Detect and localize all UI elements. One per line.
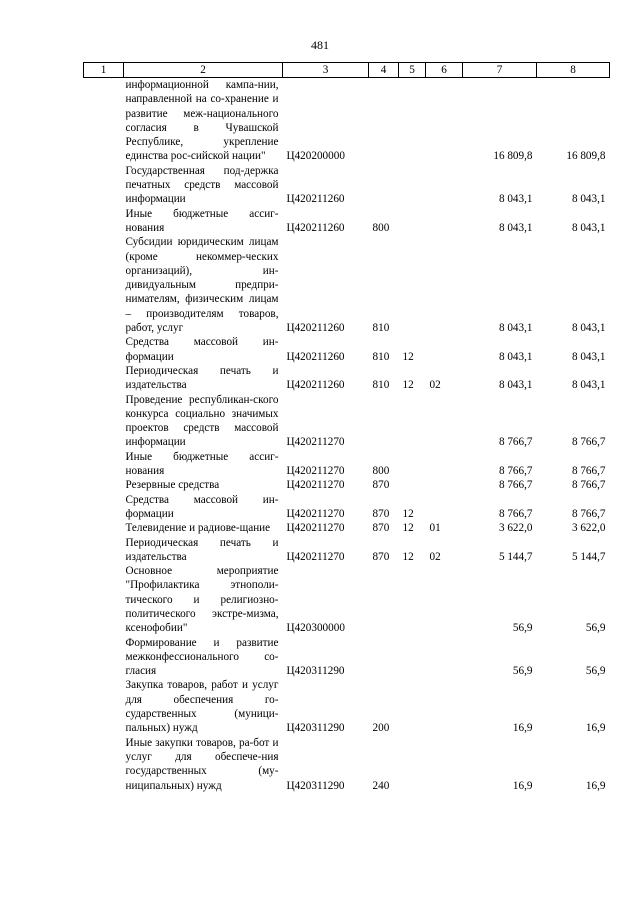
- row-code-cell: Ц420211270: [286, 436, 345, 449]
- row-amount-2-cell: 16,9: [585, 722, 606, 735]
- row-name-cell: Периодическая печать и издательства: [125, 536, 279, 563]
- row-amount-1-cell: 8 766,7: [498, 465, 533, 478]
- table-row: [84, 636, 610, 679]
- row-name-cell: Иные бюджетные ассиг-нования: [125, 207, 279, 234]
- row-name-cell: Резервные средства: [125, 479, 220, 492]
- header-col-6: 6: [426, 63, 463, 78]
- row-amount-2-cell: 8 043,1: [571, 322, 606, 335]
- row-section-cell: 12: [402, 507, 414, 520]
- row-amount-2-cell: 56,9: [585, 622, 606, 635]
- table-row: [84, 521, 610, 535]
- row-code-cell: Ц420211270: [286, 522, 345, 535]
- row-amount-2-cell: 8 043,1: [571, 221, 606, 234]
- row-name-cell: Средства массовой ин-формации: [125, 336, 279, 363]
- row-name-cell: Субсидии юридическим лицам (кроме некоммер-ческих организаций), ин-дивидуальным предпри-нимателям, физическим лицам – производителям товаров, работ, услуг: [125, 236, 279, 335]
- row-section-cell: [399, 736, 426, 793]
- row-name-cell: Средства массовой ин-формации: [125, 493, 279, 520]
- row-section-cell: [399, 564, 426, 635]
- row-number-cell: [84, 78, 124, 164]
- row-name-cell: Формирование и развитие межконфессионального со-гласия: [125, 636, 279, 678]
- row-name-cell: Телевидение и радиове-щание: [125, 522, 271, 535]
- row-amount-2-cell: 8 043,1: [571, 193, 606, 206]
- row-code-cell: Ц420200000: [286, 150, 345, 163]
- row-amount-2-cell: 8 766,7: [571, 479, 606, 492]
- row-expense-type-cell: [369, 636, 399, 679]
- row-name-cell: Иные бюджетные ассиг-нования: [125, 450, 279, 478]
- row-name-cell: Государственная под-держка печатных средств массовой информации: [125, 164, 279, 206]
- row-section-cell: 12: [402, 379, 414, 392]
- row-number-cell: [84, 493, 124, 522]
- row-expense-type-cell: 800: [372, 221, 390, 234]
- row-amount-2-cell: 8 766,7: [571, 436, 606, 449]
- header-row: [84, 63, 610, 78]
- row-subsection-cell: [426, 678, 463, 735]
- row-subsection-cell: [426, 78, 463, 164]
- table-row: [84, 364, 610, 393]
- row-name-cell: информационной кампа-нии, направленной на со-хранение и развитие меж-национального согласия в Чувашской Республике, укрепление единства рос-сийской нации": [125, 79, 279, 163]
- row-code-cell: Ц420211260: [286, 322, 345, 335]
- row-expense-type-cell: 870: [372, 479, 390, 492]
- row-amount-1-cell: 56,9: [512, 622, 533, 635]
- row-code-cell: Ц420211260: [286, 221, 345, 234]
- row-subsection-cell: [426, 478, 463, 492]
- row-expense-type-cell: [369, 564, 399, 635]
- header-col-7: 7: [463, 63, 537, 78]
- table-row: [84, 564, 610, 635]
- table-row: [84, 235, 610, 335]
- table-row: [84, 736, 610, 793]
- row-amount-1-cell: 8 043,1: [498, 350, 533, 363]
- row-amount-2-cell: 8 766,7: [571, 465, 606, 478]
- row-subsection-cell: [426, 207, 463, 236]
- row-subsection-cell: [426, 564, 463, 635]
- row-amount-1-cell: 8 043,1: [498, 322, 533, 335]
- table-row: [84, 207, 610, 236]
- table-row: [84, 678, 610, 735]
- row-subsection-cell: 02: [429, 550, 441, 563]
- row-code-cell: Ц420211260: [286, 193, 345, 206]
- row-name-cell: Периодическая печать и издательства: [125, 364, 279, 392]
- row-name-cell: Основное мероприятие "Профилактика этнополи-тического и религиозно-политического экстре-мизма, ксенофобии": [125, 565, 279, 635]
- row-code-cell: Ц420311290: [286, 722, 345, 735]
- row-name-cell: Иные закупки товаров, ра-бот и услуг для обеспече-ния государственных (му-ниципальных) нужд: [125, 736, 279, 792]
- row-code-cell: Ц420211270: [286, 550, 345, 563]
- row-section-cell: [399, 678, 426, 735]
- row-amount-1-cell: 3 622,0: [498, 522, 533, 535]
- row-number-cell: [84, 207, 124, 236]
- row-subsection-cell: [426, 164, 463, 207]
- header-col-4: 4: [369, 63, 399, 78]
- row-subsection-cell: [426, 335, 463, 364]
- row-amount-2-cell: 8 043,1: [571, 379, 606, 392]
- row-number-cell: [84, 478, 124, 492]
- header-col-1: 1: [84, 63, 124, 78]
- budget-table: [83, 62, 610, 793]
- row-amount-1-cell: 56,9: [512, 665, 533, 678]
- row-section-cell: [399, 78, 426, 164]
- row-amount-2-cell: 3 622,0: [571, 522, 606, 535]
- row-amount-1-cell: 5 144,7: [498, 550, 533, 563]
- row-expense-type-cell: 870: [372, 550, 390, 563]
- table-row: [84, 164, 610, 207]
- table-row: [84, 450, 610, 479]
- header-col-8: 8: [537, 63, 610, 78]
- row-number-cell: [84, 393, 124, 450]
- row-number-cell: [84, 521, 124, 535]
- row-section-cell: [399, 450, 426, 479]
- row-section-cell: [399, 636, 426, 679]
- row-amount-1-cell: 8 043,1: [498, 221, 533, 234]
- row-section-cell: [399, 478, 426, 492]
- row-code-cell: Ц420211270: [286, 507, 345, 520]
- row-subsection-cell: [426, 493, 463, 522]
- row-name-cell: Проведение республикан-ского конкурса социально значимых проектов средств массовой информации: [125, 393, 279, 449]
- row-expense-type-cell: [369, 78, 399, 164]
- row-expense-type-cell: [369, 393, 399, 450]
- row-number-cell: [84, 636, 124, 679]
- row-number-cell: [84, 164, 124, 207]
- table-row: [84, 478, 610, 492]
- row-amount-1-cell: 16,9: [512, 779, 533, 792]
- row-section-cell: [399, 393, 426, 450]
- row-amount-2-cell: 16,9: [585, 779, 606, 792]
- row-number-cell: [84, 450, 124, 479]
- row-amount-1-cell: 16,9: [512, 722, 533, 735]
- row-subsection-cell: [426, 235, 463, 335]
- table-header: [84, 63, 610, 78]
- row-name-cell: Закупка товаров, работ и услуг для обеспечения го-сударственных (муници-пальных) нужд: [125, 679, 279, 735]
- row-amount-1-cell: 8 766,7: [498, 479, 533, 492]
- row-expense-type-cell: 810: [372, 379, 390, 392]
- table-row: [84, 393, 610, 450]
- table-row: [84, 493, 610, 522]
- row-amount-2-cell: 56,9: [585, 665, 606, 678]
- row-code-cell: Ц420311290: [286, 665, 345, 678]
- row-expense-type-cell: [369, 164, 399, 207]
- row-expense-type-cell: 200: [372, 722, 390, 735]
- row-expense-type-cell: 800: [372, 465, 390, 478]
- row-section-cell: 12: [402, 350, 414, 363]
- row-amount-2-cell: 5 144,7: [571, 550, 606, 563]
- row-subsection-cell: 01: [429, 522, 441, 535]
- row-amount-2-cell: 8 766,7: [571, 507, 606, 520]
- row-subsection-cell: [426, 736, 463, 793]
- row-amount-1-cell: 8 766,7: [498, 507, 533, 520]
- row-amount-2-cell: 8 043,1: [571, 350, 606, 363]
- row-amount-1-cell: 16 809,8: [493, 150, 533, 163]
- row-expense-type-cell: 240: [372, 779, 390, 792]
- table-row: [84, 335, 610, 364]
- row-number-cell: [84, 736, 124, 793]
- row-number-cell: [84, 335, 124, 364]
- row-subsection-cell: [426, 393, 463, 450]
- row-number-cell: [84, 678, 124, 735]
- row-section-cell: [399, 164, 426, 207]
- row-code-cell: Ц420311290: [286, 779, 345, 792]
- table-body: [84, 78, 610, 793]
- row-expense-type-cell: 810: [372, 350, 390, 363]
- row-amount-2-cell: 16 809,8: [566, 150, 606, 163]
- row-number-cell: [84, 564, 124, 635]
- row-subsection-cell: [426, 450, 463, 479]
- row-code-cell: Ц420211270: [286, 465, 345, 478]
- row-subsection-cell: 02: [429, 379, 441, 392]
- row-section-cell: 12: [402, 550, 414, 563]
- row-amount-1-cell: 8 043,1: [498, 379, 533, 392]
- table-row: [84, 78, 610, 164]
- header-col-5: 5: [399, 63, 426, 78]
- row-amount-1-cell: 8 043,1: [498, 193, 533, 206]
- header-col-2: 2: [124, 63, 283, 78]
- header-col-3: 3: [283, 63, 369, 78]
- row-number-cell: [84, 235, 124, 335]
- row-number-cell: [84, 536, 124, 565]
- row-section-cell: [399, 235, 426, 335]
- table-row: [84, 536, 610, 565]
- page-number: 481: [311, 38, 329, 52]
- row-code-cell: Ц420211260: [286, 350, 345, 363]
- row-code-cell: Ц420211270: [286, 479, 345, 492]
- row-section-cell: [399, 207, 426, 236]
- row-code-cell: Ц420211260: [286, 379, 345, 392]
- row-code-cell: Ц420300000: [286, 622, 345, 635]
- row-number-cell: [84, 364, 124, 393]
- row-subsection-cell: [426, 636, 463, 679]
- row-expense-type-cell: 870: [372, 522, 390, 535]
- row-expense-type-cell: 810: [372, 322, 390, 335]
- row-section-cell: 12: [402, 522, 414, 535]
- row-expense-type-cell: 870: [372, 507, 390, 520]
- row-amount-1-cell: 8 766,7: [498, 436, 533, 449]
